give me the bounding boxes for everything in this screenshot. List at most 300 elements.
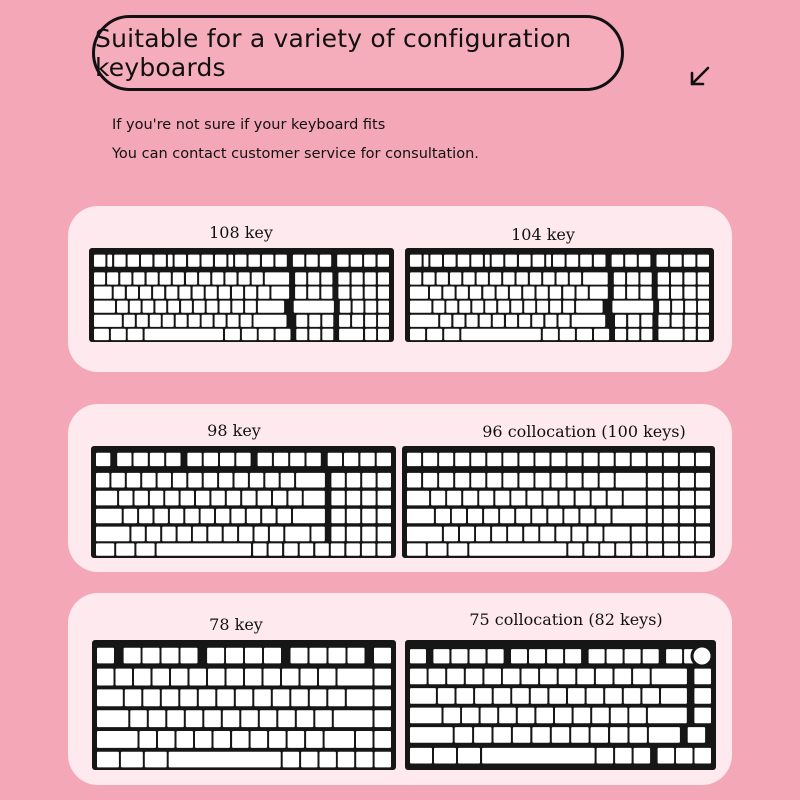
keycap: [447, 491, 461, 506]
keycap: [353, 301, 364, 313]
keycap: [352, 287, 363, 299]
keycap: [208, 669, 225, 686]
keycap: [625, 649, 641, 663]
keycap: [378, 301, 389, 313]
keycap: [356, 731, 373, 748]
keycap: [546, 255, 551, 267]
keycap: [652, 669, 687, 685]
keycap: [306, 731, 323, 748]
keycap: [440, 315, 451, 327]
keycap: [436, 509, 450, 524]
note-line-2: You can contact customer service for consultation.: [112, 146, 479, 162]
keycap: [576, 491, 590, 506]
keycap: [547, 649, 563, 663]
keycap: [308, 287, 319, 299]
keycap: [552, 473, 566, 488]
keycap: [201, 509, 214, 524]
keycap: [482, 748, 594, 764]
keycap: [410, 669, 427, 685]
keycap: [588, 527, 602, 542]
keycap: [320, 752, 336, 768]
keycap: [574, 708, 591, 724]
keycap: [452, 649, 468, 663]
keycap: [519, 315, 530, 327]
keycap: [410, 688, 436, 704]
keycap: [410, 255, 422, 267]
keycap: [519, 255, 531, 267]
keycap: [328, 689, 345, 706]
keycap: [175, 255, 186, 267]
keycap: [640, 287, 651, 299]
keycap: [487, 453, 501, 466]
keycap: [186, 272, 197, 284]
keycap: [600, 543, 614, 555]
keycap: [125, 689, 142, 706]
keycap: [97, 710, 128, 727]
keycap: [455, 473, 469, 488]
keycap: [186, 710, 203, 727]
keycap: [145, 329, 223, 340]
keycap: [642, 688, 659, 704]
keycap: [242, 329, 257, 340]
keycap: [166, 453, 180, 466]
keycap: [241, 315, 252, 327]
keycap: [193, 527, 206, 542]
keycap: [97, 689, 123, 706]
keycap: [94, 272, 105, 284]
keycap: [664, 527, 678, 542]
keycap: [492, 527, 506, 542]
keyboard-98: [91, 446, 396, 558]
keycap: [301, 752, 317, 768]
keycap: [150, 491, 163, 506]
keycap: [136, 543, 154, 555]
keycap: [664, 491, 678, 506]
keycap: [168, 255, 173, 267]
keycap: [309, 329, 320, 340]
keycap: [648, 708, 687, 724]
keycap: [278, 509, 291, 524]
keycap: [107, 272, 118, 284]
keycap: [117, 301, 128, 313]
keycap: [297, 710, 314, 727]
keycap: [155, 301, 166, 313]
keycap: [194, 301, 205, 313]
keyboard-label-98: 98 key: [207, 421, 261, 440]
keycap: [166, 287, 177, 299]
keycap: [199, 689, 216, 706]
keycap: [269, 731, 286, 748]
keycap: [149, 710, 166, 727]
keycap: [338, 287, 349, 299]
keycap: [648, 491, 662, 506]
keycap: [458, 748, 480, 764]
keycap: [362, 543, 376, 555]
keycap: [563, 301, 574, 313]
keycap: [443, 287, 454, 299]
keycap: [696, 509, 710, 524]
keycap: [493, 315, 504, 327]
keycap: [503, 669, 520, 685]
keycap: [295, 272, 306, 284]
keyboard-104: [405, 248, 714, 342]
keycap: [337, 255, 348, 267]
keycap: [447, 669, 464, 685]
keycap: [259, 329, 274, 340]
keycap: [378, 543, 392, 555]
keycap: [329, 648, 346, 664]
keycap: [278, 710, 295, 727]
keycap: [219, 287, 230, 299]
keycap: [627, 287, 638, 299]
keycap: [455, 453, 469, 466]
keycap: [204, 710, 221, 727]
keycap: [378, 509, 391, 524]
keycap: [407, 543, 426, 555]
keycap: [139, 509, 152, 524]
keycap: [235, 473, 248, 488]
keycap: [540, 669, 557, 685]
keycap: [269, 543, 283, 555]
keycap: [225, 329, 240, 340]
keycap: [550, 301, 561, 313]
keycap: [158, 731, 175, 748]
keycap: [694, 669, 711, 685]
keycap: [94, 315, 122, 327]
keycap: [252, 272, 263, 284]
keycap: [469, 543, 566, 555]
keycap: [94, 255, 105, 267]
keycap: [160, 272, 171, 284]
keycap: [535, 453, 549, 466]
keycap: [540, 527, 554, 542]
keycap: [157, 543, 251, 555]
keycap: [338, 272, 349, 284]
keycap: [250, 473, 263, 488]
keycap: [537, 301, 548, 313]
keycap: [410, 329, 425, 340]
keycap: [458, 255, 470, 267]
keycap: [698, 301, 709, 313]
keycap: [508, 527, 522, 542]
keycap: [96, 491, 117, 506]
keycap: [167, 710, 184, 727]
keycap: [548, 509, 562, 524]
keycap: [202, 315, 213, 327]
keycap: [596, 669, 613, 685]
keycap: [232, 301, 243, 313]
keycap: [306, 255, 317, 267]
keycap: [214, 731, 231, 748]
keycap: [155, 255, 166, 267]
keycap: [195, 731, 212, 748]
keycap: [557, 272, 568, 284]
keycap: [220, 301, 231, 313]
keycap: [378, 473, 391, 488]
keycap: [410, 708, 442, 724]
keycap: [365, 329, 376, 340]
keycap: [220, 453, 234, 466]
keycap: [254, 315, 287, 327]
keycap: [613, 509, 646, 524]
keycap: [265, 473, 278, 488]
keycap: [543, 272, 554, 284]
keycap: [253, 543, 267, 555]
keycap: [608, 491, 622, 506]
keycap: [444, 527, 458, 542]
keycap: [511, 649, 527, 663]
keycap: [685, 315, 696, 327]
keycap: [97, 669, 114, 686]
keycap: [344, 453, 358, 466]
keycap: [140, 287, 151, 299]
keycap: [584, 453, 598, 466]
keycap: [483, 287, 494, 299]
keycap: [347, 491, 360, 506]
keycap: [466, 669, 483, 685]
keycap: [449, 543, 468, 555]
keycap: [640, 272, 651, 284]
keycap: [433, 649, 449, 663]
keycap-grid: [92, 640, 396, 770]
keycap: [671, 287, 682, 299]
keycap: [698, 272, 709, 284]
keycap: [568, 543, 582, 555]
keycap: [134, 453, 148, 466]
keycap: [615, 315, 626, 327]
keycap: [505, 255, 517, 267]
keycap: [127, 287, 138, 299]
keycap: [347, 509, 360, 524]
keycap: [96, 543, 114, 555]
keycap: [485, 255, 490, 267]
keycap: [625, 255, 637, 267]
keycap: [446, 301, 457, 313]
keycap: [127, 473, 140, 488]
keycap: [322, 329, 333, 340]
keycap: [114, 287, 125, 299]
keycap: [648, 453, 662, 466]
keycap: [680, 473, 694, 488]
keycap: [120, 272, 131, 284]
keyboard-78: [92, 640, 396, 770]
keycap: [117, 453, 131, 466]
keycap: [315, 543, 329, 555]
keycap: [310, 648, 327, 664]
keycap: [223, 710, 240, 727]
keycap: [134, 669, 151, 686]
volume-knob: [692, 646, 712, 666]
keycap: [577, 287, 588, 299]
keycap: [206, 287, 217, 299]
keycap: [503, 453, 517, 466]
keycap: [258, 287, 269, 299]
keycap: [346, 543, 360, 555]
keycap: [680, 491, 694, 506]
keycap: [245, 669, 262, 686]
keycap: [481, 708, 498, 724]
keycap: [245, 287, 256, 299]
keycap: [365, 301, 376, 313]
keycap: [310, 689, 327, 706]
keycap: [378, 272, 389, 284]
keycap: [648, 543, 662, 555]
keycap: [227, 669, 244, 686]
keycap: [265, 272, 289, 284]
keycap: [607, 649, 623, 663]
keycap: [658, 748, 675, 764]
keycap: [532, 315, 543, 327]
keycap: [433, 301, 444, 313]
keycap: [216, 509, 229, 524]
keycap: [430, 255, 442, 267]
keycap: [189, 315, 200, 327]
keycap: [410, 301, 431, 313]
keycap: [632, 543, 646, 555]
keycap: [188, 255, 199, 267]
keycap: [536, 708, 553, 724]
keycap: [430, 287, 441, 299]
keycap: [378, 527, 391, 542]
keycap: [629, 708, 646, 724]
keycap: [173, 473, 186, 488]
keycap: [604, 527, 629, 542]
keycap: [594, 255, 606, 267]
keycap: [202, 255, 213, 267]
keycap: [431, 491, 445, 506]
keycap: [124, 648, 141, 664]
keycap: [698, 287, 709, 299]
keycap: [334, 710, 373, 727]
keycap: [215, 255, 226, 267]
keycap: [147, 527, 160, 542]
keycap: [592, 491, 606, 506]
keycap: [444, 708, 461, 724]
keycap: [639, 255, 651, 267]
keycap: [351, 255, 362, 267]
keycap: [497, 287, 508, 299]
keycap: [556, 527, 570, 542]
keycap: [680, 543, 694, 555]
keycap: [671, 272, 682, 284]
keycap: [236, 453, 250, 466]
keycap: [460, 527, 474, 542]
keycap: [245, 648, 262, 664]
keycap: [133, 272, 144, 284]
keycap: [375, 752, 391, 768]
keycap: [614, 287, 625, 299]
keycap: [362, 509, 375, 524]
keycap: [347, 689, 373, 706]
keycap: [410, 748, 432, 764]
keycap: [143, 648, 160, 664]
keycap: [410, 649, 426, 663]
keycap: [378, 329, 389, 340]
keycap: [296, 473, 325, 488]
keycap: [530, 272, 541, 284]
keycap: [577, 669, 594, 685]
keycap: [684, 255, 696, 267]
keycap: [498, 301, 509, 313]
keycap: [249, 255, 260, 267]
keycap: [685, 329, 696, 340]
keycap: [499, 708, 516, 724]
keycap: [300, 543, 314, 555]
keycap: [487, 473, 501, 488]
keycap: [171, 669, 188, 686]
keycap: [484, 509, 498, 524]
keycap: [407, 527, 442, 542]
keycap-grid: [91, 446, 396, 558]
keycap: [664, 543, 678, 555]
keyboard-label-78: 78 key: [209, 615, 263, 634]
keycap: [658, 315, 669, 327]
keycap: [471, 473, 485, 488]
keycap: [684, 287, 695, 299]
keycap: [591, 727, 608, 743]
title-banner: [92, 15, 624, 91]
keycap: [614, 272, 625, 284]
keycap: [676, 748, 693, 764]
keycap: [605, 688, 622, 704]
keycap: [143, 689, 160, 706]
keycap: [506, 315, 517, 327]
keycap: [658, 287, 669, 299]
keycap: [375, 689, 392, 706]
keycap: [141, 255, 152, 267]
keycap: [331, 527, 344, 542]
keycap: [375, 731, 392, 748]
keycap: [444, 255, 456, 267]
keycap: [471, 453, 485, 466]
keycap: [264, 669, 281, 686]
keycap: [116, 669, 133, 686]
keycap: [597, 748, 614, 764]
keycap: [96, 527, 129, 542]
keycap: [633, 669, 650, 685]
keycap: [439, 453, 453, 466]
keycap: [97, 731, 138, 748]
keycap: [648, 473, 662, 488]
keycap: [251, 731, 268, 748]
keycap: [169, 752, 281, 768]
keycap: [428, 543, 447, 555]
keycap: [97, 648, 114, 664]
keycap: [322, 315, 333, 327]
keycap: [130, 301, 141, 313]
keycap: [641, 315, 652, 327]
keycap: [510, 287, 521, 299]
keycap: [378, 491, 391, 506]
keycap: [632, 527, 646, 542]
keycap: [247, 509, 260, 524]
keycap: [296, 315, 307, 327]
keycap: [145, 752, 167, 768]
keycap: [231, 509, 244, 524]
keycap: [463, 272, 474, 284]
keycap: [658, 272, 669, 284]
keycap: [315, 710, 332, 727]
keycap: [511, 301, 522, 313]
keycap: [111, 473, 124, 488]
keycap: [111, 329, 126, 340]
keycap: [212, 272, 223, 284]
keycap: [696, 453, 710, 466]
keycap: [276, 329, 291, 340]
keycap: [555, 708, 572, 724]
keycap: [356, 752, 372, 768]
keycap: [226, 648, 243, 664]
